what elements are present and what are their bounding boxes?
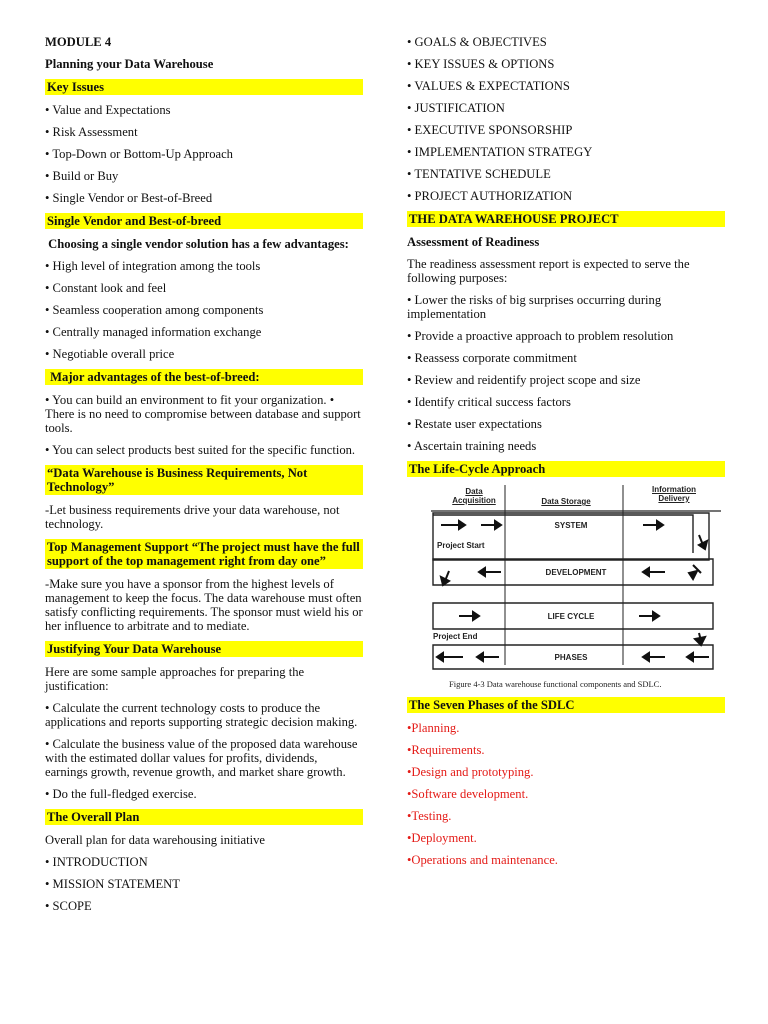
lifecycle-figure [431, 485, 731, 691]
list-item: • Do the full-fledged exercise. [45, 787, 197, 801]
col-information-delivery: Information Delivery [652, 485, 696, 503]
col-data-acquisition: Data Acquisition [452, 487, 496, 505]
list-item: • Identify critical success factors [407, 395, 571, 409]
list-item: • PROJECT AUTHORIZATION [407, 189, 573, 203]
list-item: • Centrally managed information exchange [45, 325, 262, 339]
list-item: • Calculate the business value of the proposed data warehouse with the estimated dollar values for profits, dividends, earnings growth, revenue growth, and market share growth. [45, 737, 358, 779]
project-end-label: Project End [433, 632, 478, 641]
row-label: DEVELOPMENT [545, 568, 607, 577]
list-item: • Calculate the current technology costs to produce the applications and reports supporting strategic decision making. [45, 701, 358, 729]
justify-intro: Here are some sample approaches for preparing the justification: [45, 665, 305, 693]
list-item: • Review and reidentify project scope and size [407, 373, 641, 387]
list-item: • Top-Down or Bottom-Up Approach [45, 147, 233, 161]
right-column [407, 35, 725, 875]
row-label: SYSTEM [554, 521, 588, 530]
left-column [45, 35, 363, 921]
list-item: • EXECUTIVE SPONSORSHIP [407, 123, 573, 137]
readiness-heading: Assessment of Readiness [407, 235, 540, 249]
list-item: •Requirements. [407, 743, 485, 757]
list-item: • Reassess corporate commitment [407, 351, 577, 365]
business-req-text: -Let business requirements drive your data warehouse, not technology. [45, 503, 340, 531]
list-item: • Ascertain training needs [407, 439, 537, 453]
list-item: • Value and Expectations [45, 103, 171, 117]
readiness-intro: The readiness assessment report is expected to serve the following purposes: [407, 257, 690, 285]
top-mgmt-text: -Make sure you have a sponsor from the highest levels of management to keep the focus. The data warehouse must often satisfy conflicting requirements. The sponsor must wield his or her influence to arbitrate and to mediate. [45, 577, 363, 633]
list-item: •Design and prototyping. [407, 765, 534, 779]
list-item: • Lower the risks of big surprises occurring during implementation [407, 293, 662, 321]
single-vendor-intro: Choosing a single vendor solution has a few advantages: [45, 237, 349, 251]
page-subtitle: Planning your Data Warehouse [45, 57, 214, 71]
list-item: • IMPLEMENTATION STRATEGY [407, 145, 593, 159]
list-item: • Constant look and feel [45, 281, 167, 295]
list-item: • SCOPE [45, 899, 92, 913]
list-item: • Risk Assessment [45, 125, 138, 139]
list-item: • KEY ISSUES & OPTIONS [407, 57, 555, 71]
list-item: • Single Vendor or Best-of-Breed [45, 191, 213, 205]
module-title: MODULE 4 [45, 35, 112, 49]
list-item: • GOALS & OBJECTIVES [407, 35, 547, 49]
project-start-label: Project Start [437, 541, 485, 550]
list-item: •Operations and maintenance. [407, 853, 558, 867]
single-vendor-heading: Single Vendor and Best-of-breed [45, 213, 363, 229]
project-heading: THE DATA WAREHOUSE PROJECT [407, 211, 725, 227]
list-item: • Seamless cooperation among components [45, 303, 264, 317]
list-item: •Testing. [407, 809, 452, 823]
list-item: • Build or Buy [45, 169, 119, 183]
list-item: • JUSTIFICATION [407, 101, 505, 115]
best-of-breed-heading: Major advantages of the best-of-breed: [45, 369, 363, 385]
justify-heading: Justifying Your Data Warehouse [45, 641, 363, 657]
overall-plan-heading: The Overall Plan [45, 809, 363, 825]
list-item: • You can build an environment to fit your organization. • There is no need to compromise between database and support tools. [45, 393, 361, 435]
lifecycle-heading: The Life-Cycle Approach [407, 461, 725, 477]
list-item: • VALUES & EXPECTATIONS [407, 79, 570, 93]
key-issues-heading: Key Issues [45, 79, 363, 95]
list-item: •Software development. [407, 787, 529, 801]
list-item: • Provide a proactive approach to problem resolution [407, 329, 674, 343]
list-item: •Deployment. [407, 831, 477, 845]
business-req-heading: “Data Warehouse is Business Requirements, Not Technology” [45, 465, 363, 495]
top-mgmt-heading: Top Management Support “The project must have the full support of the top management right from day one” [45, 539, 363, 569]
list-item: • Restate user expectations [407, 417, 542, 431]
list-item: • TENTATIVE SCHEDULE [407, 167, 551, 181]
list-item: • MISSION STATEMENT [45, 877, 180, 891]
overall-plan-intro: Overall plan for data warehousing initiative [45, 833, 265, 847]
list-item: • You can select products best suited for the specific function. [45, 443, 356, 457]
list-item: • High level of integration among the tools [45, 259, 261, 273]
row-label: PHASES [554, 653, 588, 662]
row-label: LIFE CYCLE [547, 612, 595, 621]
sdlc-heading: The Seven Phases of the SDLC [407, 697, 725, 713]
list-item: •Planning. [407, 721, 460, 735]
figure-caption: Figure 4-3 Data warehouse functional components and SDLC. [449, 679, 662, 689]
list-item: • INTRODUCTION [45, 855, 148, 869]
list-item: • Negotiable overall price [45, 347, 175, 361]
col-data-storage: Data Storage [541, 497, 591, 506]
